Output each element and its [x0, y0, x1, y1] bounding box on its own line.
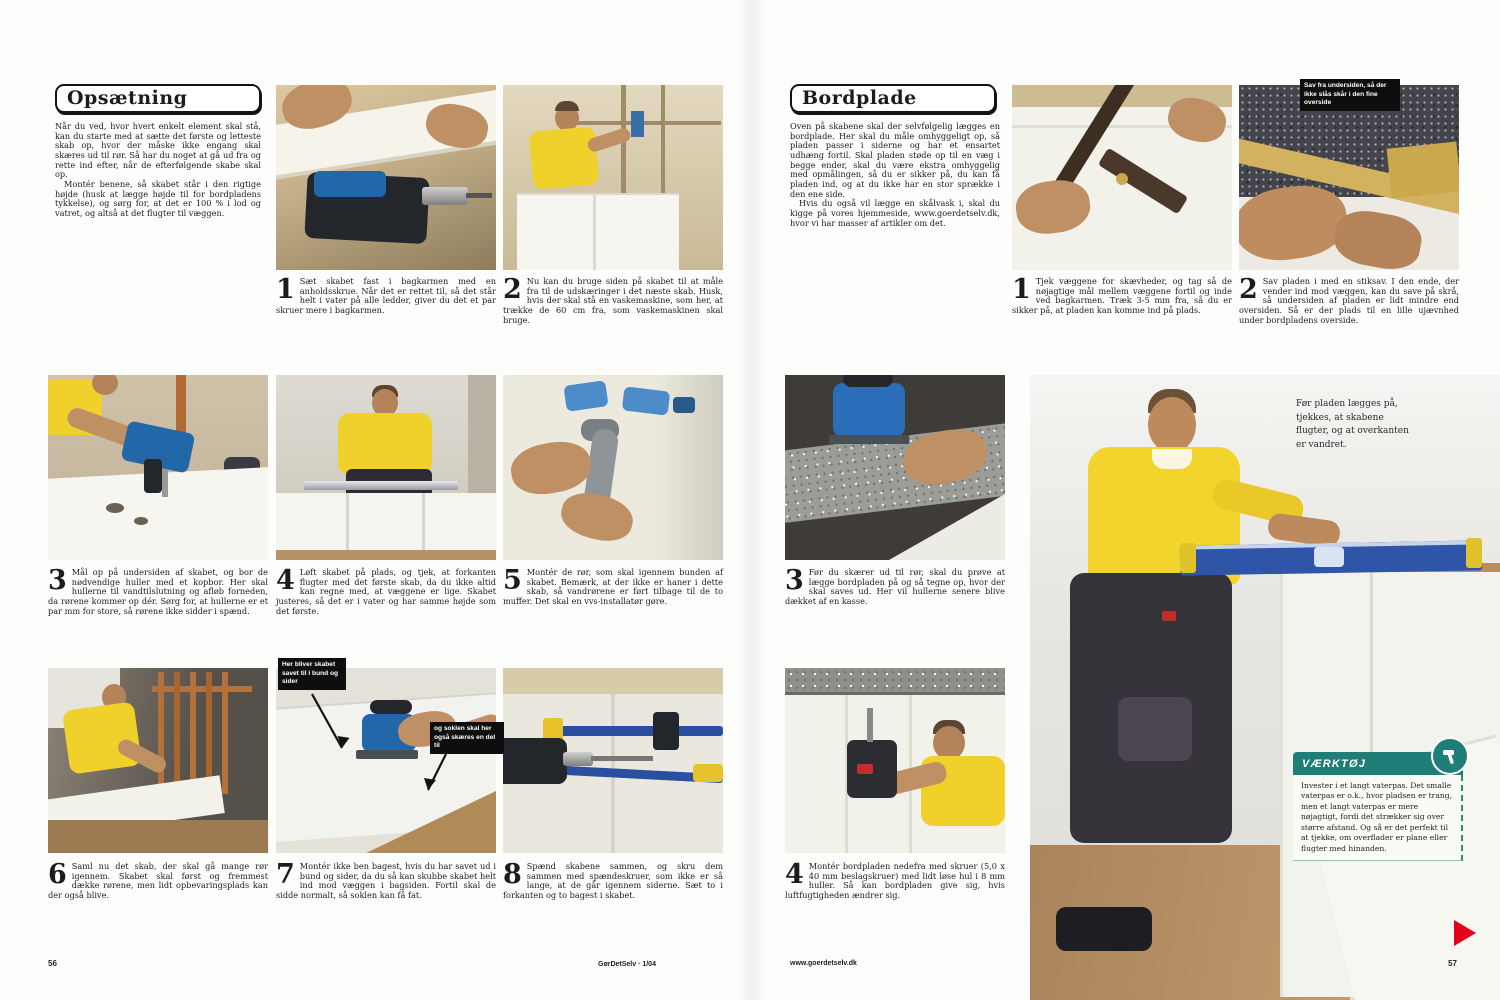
- step-caption-r2: [1239, 274, 1459, 325]
- step-text: Tjek væggene for skævheder, og tag så de nøjagtige mål mellem væggene fortil og inde ved bagkarmen. Træk 3-5 mm fra, så du er sikker på, at pladen kan komme ind på plads.: [1012, 276, 1232, 316]
- pants-logo: [1162, 611, 1176, 621]
- intro-paragraph: Hvis du også vil lægge en skålvask i, skal du kigge på vores hjemmeside, www.goerdetselv.dk, hvor vi har masser af artikler om det.: [790, 198, 1000, 228]
- copper-pipe: [190, 672, 196, 794]
- step-text: Før du skærer ud til rør, skal du prøve at lægge bordpladen på og så tegne op, hvor der skal saves ud. Her vil hullerne senere blive dækket af en kasse.: [785, 567, 1005, 607]
- work-boot: [1056, 907, 1152, 951]
- page-number-right: 57: [1448, 959, 1457, 968]
- step-text: Mål op på undersiden af skabet, og bor de nødvendige huller med et kopbor. Her skal hullerne til vandtilslutning og afløb forneden, da rørene kommer op dér. Sørg for, at hullerne er et par mm for store, så rørene ikke sidder i spænd.: [48, 567, 268, 616]
- level-end-cap: [1180, 543, 1196, 573]
- hand: [557, 487, 638, 547]
- step-number: 1: [276, 274, 295, 305]
- intro-bordplade: [790, 122, 1000, 228]
- wall-strip: [503, 668, 723, 694]
- polo-collar: [1152, 449, 1192, 469]
- step-text: Løft skabet på plads, og tjek, at forkanten flugter med det første skab, da du ikke altid kan regne med, at væggene er lige. Skabet justeres, så det er i vater og har samme højde som det første.: [276, 567, 496, 616]
- clamp-head: [653, 712, 679, 750]
- hand: [1331, 206, 1425, 270]
- toolbox-header: [1293, 752, 1463, 775]
- photo-step5-left: [503, 375, 723, 560]
- intro-paragraph: Når du ved, hvor hvert enkelt element skal stå, kan du starte med at sætte det første og letteste skab op, hvor der måske ikke engang skal skæres ud til rør. Så har du noget at gå ud fra og rette ind efter, når de efterfølgende skabe skal op.: [55, 121, 261, 180]
- worker-head: [92, 375, 118, 395]
- toolbox-panel: [1293, 752, 1463, 861]
- cabinet-joint: [346, 493, 349, 551]
- cabinet-joint: [593, 193, 596, 270]
- step-caption-7: [276, 859, 496, 901]
- photo-step2-right: [1239, 85, 1459, 270]
- drilled-hole: [134, 517, 148, 525]
- callout-arrows: [276, 668, 496, 853]
- step-text: Nu kan du bruge siden på skabet til at måle fra til de udskæringer i det næste skab. Husk, hvis der skal stå en vaskemaskine, som her, at trække de 60 cm fra, som vaskemaskinen skal bruge.: [503, 276, 723, 325]
- wood-block: [1387, 141, 1459, 198]
- knee-pad: [1118, 697, 1192, 761]
- photo-step3-right: [785, 375, 1005, 560]
- step-number: 4: [276, 565, 295, 596]
- worker-shirt: [529, 126, 600, 190]
- step-caption-r1: [1012, 274, 1232, 316]
- worker-shirt: [62, 701, 142, 774]
- issue-footer: GørDetSelv · 1/04: [598, 961, 656, 968]
- step-number: 3: [785, 565, 804, 596]
- clamp-bar: [543, 726, 723, 736]
- intro-opsaetning: [55, 122, 261, 219]
- photo-step1-left: [276, 85, 496, 270]
- hand: [1013, 176, 1094, 238]
- step-caption-8: [503, 859, 723, 901]
- drill-chuck: [563, 752, 593, 766]
- jigsaw-plate: [829, 435, 909, 444]
- long-screw: [591, 756, 653, 761]
- drill-body: [503, 738, 567, 784]
- step-text: Montér ikke ben bagest, hvis du har savet ud i bund og sider, da du så kan skubbe skabet helt ind mod væggen i bagsiden. Fortil skal de sidde normalt, så soklen kan få fat.: [276, 861, 496, 901]
- photo-step3-left: [48, 375, 268, 560]
- level-vial: [1314, 547, 1344, 567]
- jigsaw-body: [833, 383, 905, 437]
- red-arrow-icon: [1454, 920, 1476, 946]
- photo-step1-right: [1012, 85, 1232, 270]
- page-fold: [737, 0, 767, 1000]
- step-caption-1: [276, 274, 496, 316]
- section-title: Opsætning: [67, 87, 188, 109]
- step-caption-2: [503, 274, 723, 325]
- drill-chuck: [422, 187, 468, 205]
- drill-bit: [466, 193, 492, 198]
- step-number: 3: [48, 565, 67, 596]
- step-caption-5: [503, 565, 723, 607]
- cabinet-row: [276, 493, 496, 551]
- step-caption-4: [276, 565, 496, 616]
- pipe-fitting-blue: [622, 386, 671, 415]
- photo-annotation-label: [278, 658, 346, 690]
- callout-text: Før pladen lægges på, tjekkes, at skabene flugter, og at overkanten er vandret.: [1296, 399, 1409, 450]
- photo-step6-left: [48, 668, 268, 853]
- hammer-icon: [1431, 737, 1469, 775]
- copper-pipe: [176, 375, 186, 437]
- wall-stud: [661, 85, 665, 205]
- intro-paragraph: Oven på skabene skal der selvfølgelig lægges en bordplade. Her skal du måle omhyggeligt op, så pladen passer i siderne og har et ensartet udhæng fortil. Skal pladen støde op til en væg i begge ender, skal du være ekstra omhyggelig med opmålingen, så du er sikker på, du kan få pladen ind, og at du ikke har en stor sprække i den ene side.: [790, 121, 1000, 199]
- section-title-box-opsaetning: [55, 84, 261, 113]
- jigsaw-handle: [843, 375, 893, 387]
- step-number: 4: [785, 859, 804, 890]
- page-number-left: 56: [48, 959, 57, 968]
- photo-step7-left: [276, 668, 496, 853]
- step-number: 5: [503, 565, 522, 596]
- step-number: 2: [1239, 274, 1258, 305]
- section-title: Bordplade: [802, 87, 917, 109]
- step-caption-3: [48, 565, 268, 616]
- label-text: Her bliver skabet savet til i bund og sider: [282, 661, 339, 686]
- step-caption-r4: [785, 859, 1005, 901]
- photo-step4-left: [276, 375, 496, 560]
- label-text: og soklen skal her også skæres en del til: [434, 725, 496, 750]
- hand: [507, 436, 594, 499]
- photo-annotation-label: [430, 722, 504, 754]
- level-end-cap: [1466, 538, 1482, 568]
- level-on-wall: [631, 111, 644, 137]
- copper-pipe: [158, 672, 164, 794]
- drill-bit: [162, 469, 168, 497]
- step-caption-6: [48, 859, 268, 901]
- countertop-edge: [785, 692, 1005, 695]
- level-callout-text: [1296, 398, 1418, 452]
- cabinet-joint: [422, 493, 425, 551]
- countertop-strip: [785, 668, 1005, 692]
- step-number: 8: [503, 859, 522, 890]
- step-number: 2: [503, 274, 522, 305]
- floor: [276, 550, 496, 560]
- pipe-fitting-dark: [673, 397, 695, 413]
- worker-shirt: [338, 413, 432, 475]
- label-text: Sav fra undersiden, så der ikke slås skår i den fine overside: [1304, 82, 1387, 107]
- copper-pipe: [174, 672, 180, 794]
- bevel-screw: [1116, 173, 1128, 185]
- website-footer: www.goerdetselv.dk: [790, 960, 857, 967]
- toolbox-body: Invester i et langt vaterpas. Det smalle vaterpas er o.k., hvor pladsen er trang, men et langt vaterpas er mere nøjagtigt, fordi det strækker sig over større afstand. Og så er det perfekt til at tjekke, om overflader er plane eller flugter med hinanden.: [1293, 775, 1463, 861]
- intro-paragraph: Montér benene, så skabet står i den rigtige højde (husk at lægge højde til for bordpladens tykkelse), og sørg for, at det er 100 % i lod og vatret, og altså at det flugter til væggen.: [55, 179, 261, 219]
- drilled-hole: [106, 503, 124, 513]
- copper-pipe: [152, 686, 252, 692]
- step-caption-r3: [785, 565, 1005, 607]
- step-number: 6: [48, 859, 67, 890]
- bevel-handle: [1098, 148, 1188, 215]
- cabinet: [517, 193, 679, 270]
- step-text: Sav pladen i med en stiksav. I den ende, der vender ind mod væggen, kan du save på skrå, så undersiden af pladen er lidt mindre end oversiden. Så er der plads til en lille ujævnhed under bordpladens overside.: [1239, 276, 1459, 325]
- photo-step2-left: [503, 85, 723, 270]
- photo-level-check: [1030, 375, 1500, 1000]
- worker-head: [1148, 397, 1196, 453]
- drill-blue: [314, 171, 386, 197]
- step-text: Spænd skabene sammen, og skru dem sammen med spændeskruer, som ikke er så lange, at de går igennem siderne. Sæt to i forkanten og to bagest i skabet.: [503, 861, 723, 901]
- floor: [48, 820, 268, 853]
- step-text: Saml nu det skab, der skal gå mange rør igennem. Skabet skal først og fremmest dække rørene, men lidt opbevaringsplads kan der også blive.: [48, 861, 268, 901]
- step-text: Montér bordpladen nedefra med skruer (5,0 x 40 mm beslagskruer) med lidt løse hul i 8 mm huller. Så kan bordpladen give sig, hvis luftfugtigheden ændrer sig.: [785, 861, 1005, 901]
- spirit-level: [304, 481, 458, 490]
- drill-red-detail: [857, 764, 873, 774]
- step-text: Sæt skabet fast i bagkarmen med en anholdsskrue. Når det er rettet til, så det står helt i vater på alle ledder, giver du det et par skruer mere i bagkarmen.: [276, 276, 496, 316]
- step-number: 1: [1012, 274, 1031, 305]
- section-title-box-bordplade: [790, 84, 996, 113]
- copper-pipe: [222, 672, 228, 794]
- photo-step8-left: [503, 668, 723, 853]
- toolbox-title: VÆRKTØJ: [1302, 757, 1367, 770]
- step-number: 7: [276, 859, 295, 890]
- photo-step4-right: [785, 668, 1005, 853]
- worker-head: [933, 726, 965, 760]
- clamp-handle: [693, 764, 723, 782]
- worker-hair: [555, 101, 579, 111]
- drill-bit: [867, 708, 873, 742]
- step-text: Montér de rør, som skal igennem bunden af skabet. Bemærk, at der ikke er haner i dette skab, så vandrørene er ført tilbage til de to muffer. Det skal en vvs-installatør gøre.: [503, 567, 723, 607]
- drill-grip: [144, 459, 162, 493]
- pipe-fitting-blue: [563, 380, 608, 412]
- saw-callout-label: [1300, 79, 1400, 111]
